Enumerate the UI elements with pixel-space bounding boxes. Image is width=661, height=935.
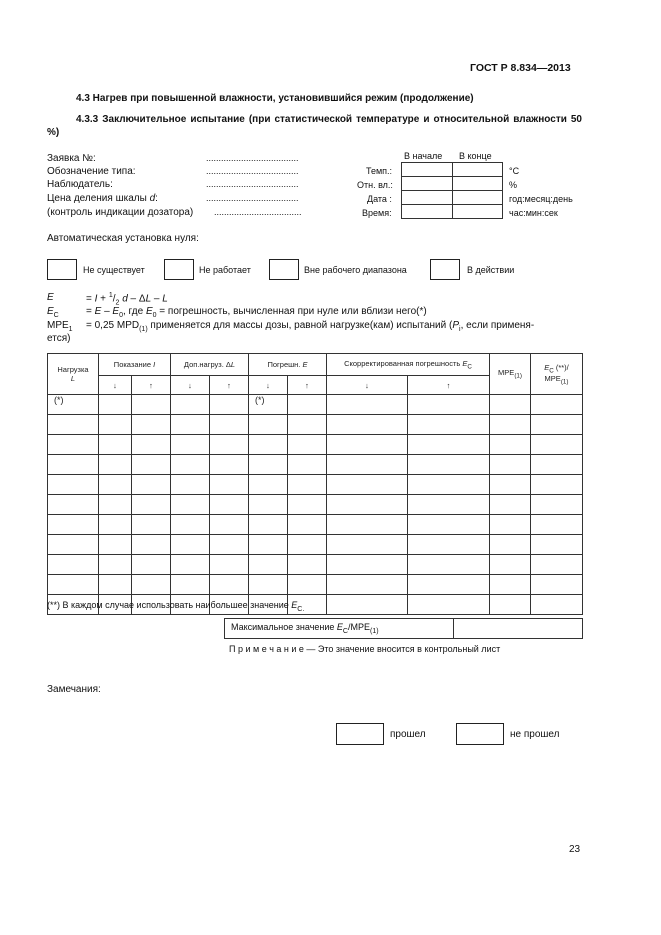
table-cell[interactable] [327, 535, 408, 555]
formula-e: = $I + ^1/_2$ d – ΔL – L [86, 292, 168, 307]
table-cell[interactable] [99, 575, 132, 595]
table-cell[interactable] [288, 535, 327, 555]
subsection-title: 4.3.3 Заключительное испытание (при статистической температуре и относительной влажности 50 %) [47, 114, 582, 138]
field-dots-application[interactable]: ..................................... [206, 153, 299, 163]
table-cell[interactable] [490, 415, 531, 435]
checkbox-not-working[interactable] [164, 259, 194, 280]
option-in-action: В действии [467, 265, 515, 275]
table-cell[interactable] [327, 395, 408, 415]
arrow-cell: ↓ [249, 376, 288, 395]
table-cell[interactable] [132, 495, 171, 515]
cond-cell[interactable] [402, 177, 453, 191]
table-row [48, 555, 583, 575]
cond-unit-date: год:месяц:день [509, 194, 573, 204]
table-cell[interactable] [288, 395, 327, 415]
cond-unit-time: час:мин:сек [509, 208, 558, 218]
table-cell[interactable] [249, 435, 288, 455]
cond-unit-humidity: % [509, 180, 518, 190]
table-cell[interactable] [210, 555, 249, 575]
table-cell[interactable] [171, 535, 210, 555]
checkbox-not-exist[interactable] [47, 259, 77, 280]
cond-cell[interactable] [452, 163, 503, 177]
header-reading: Показание I [99, 354, 171, 376]
document-code: ГОСТ Р 8.834—2013 [470, 62, 571, 74]
field-dots-observer[interactable]: ..................................... [206, 179, 299, 189]
table-cell[interactable] [408, 395, 490, 415]
table-cell[interactable] [408, 415, 490, 435]
table-cell[interactable] [132, 455, 171, 475]
table-row [48, 395, 583, 415]
checkbox-in-action[interactable] [430, 259, 460, 280]
table-cell[interactable] [99, 515, 132, 535]
table-cell[interactable] [408, 515, 490, 535]
table-cell[interactable] [132, 575, 171, 595]
table-cell[interactable] [171, 455, 210, 475]
table-cell[interactable] [408, 495, 490, 515]
field-dots-scale[interactable]: ..................................... [206, 193, 299, 203]
arrow-cell: ↑ [132, 376, 171, 395]
table-cell[interactable] [531, 595, 583, 615]
table-cell[interactable] [249, 555, 288, 575]
table-cell[interactable] [249, 455, 288, 475]
field-label-observer: Наблюдатель: [47, 179, 113, 190]
arrow-cell: ↑ [288, 376, 327, 395]
table-row [48, 575, 583, 595]
table-cell[interactable] [408, 475, 490, 495]
table-row [48, 495, 583, 515]
passed-label: прошел [390, 729, 426, 740]
formula-mpe: = 0,25 $MPD_{(1)}$ применяется для массы дозы, равной нагрузке(кам) испытаний ($P_i$, если применя- [86, 320, 535, 333]
table-cell[interactable] [531, 535, 583, 555]
table-cell[interactable] [132, 415, 171, 435]
table-cell[interactable] [48, 515, 99, 535]
table-cell[interactable] [171, 515, 210, 535]
section-title: 4.3 Нагрев при повышенной влажности, установившийся режим (продолжение) [76, 93, 474, 104]
table-cell[interactable] [490, 595, 531, 615]
table-row [48, 515, 583, 535]
table-cell[interactable] [288, 495, 327, 515]
table-cell[interactable] [490, 555, 531, 575]
table-cell[interactable] [531, 515, 583, 535]
table-cell[interactable] [132, 475, 171, 495]
table-cell[interactable] [288, 455, 327, 475]
table-cell[interactable] [132, 555, 171, 575]
table-cell[interactable] [327, 435, 408, 455]
cell-load-mark[interactable]: (*) [48, 395, 99, 415]
table-row [48, 475, 583, 495]
table-cell[interactable] [171, 475, 210, 495]
cond-cell[interactable] [452, 177, 503, 191]
table-cell[interactable] [531, 455, 583, 475]
note: П р и м е ч а н и е — Это значение вносится в контрольный лист [229, 644, 501, 654]
table-cell[interactable] [132, 535, 171, 555]
arrow-cell: ↑ [408, 376, 490, 395]
table-cell[interactable] [210, 455, 249, 475]
arrow-cell: ↓ [171, 376, 210, 395]
table-row [48, 435, 583, 455]
table-cell[interactable] [48, 455, 99, 475]
table-row [48, 415, 583, 435]
cond-label-date: Дата : [367, 194, 392, 204]
cond-unit-temp: °C [509, 166, 520, 176]
table-cell[interactable] [210, 515, 249, 535]
cond-cell[interactable] [452, 205, 503, 219]
table-cell[interactable] [132, 515, 171, 535]
table-cell[interactable] [48, 475, 99, 495]
formula-e-symbol: E [47, 292, 54, 303]
table-cell[interactable] [99, 455, 132, 475]
table-cell[interactable] [531, 555, 583, 575]
table-cell[interactable] [171, 495, 210, 515]
cell-error-mark[interactable]: (*) [249, 395, 288, 415]
table-cell[interactable] [408, 575, 490, 595]
formula-mpe-cont: ется) [47, 333, 71, 344]
header-load: Нагрузка L [48, 354, 99, 395]
field-label-type: Обозначение типа: [47, 166, 136, 177]
option-not-working: Не работает [199, 265, 251, 275]
header-add-load: Доп.нагруз. ΔL [171, 354, 249, 376]
table-cell[interactable] [99, 415, 132, 435]
table-cell[interactable] [327, 575, 408, 595]
table-cell[interactable] [48, 555, 99, 575]
table-cell[interactable] [249, 515, 288, 535]
table-cell[interactable] [288, 555, 327, 575]
table-cell[interactable] [327, 495, 408, 515]
table-cell[interactable] [171, 435, 210, 455]
conditions-table [401, 162, 503, 219]
table-cell[interactable] [490, 455, 531, 475]
table-cell[interactable] [531, 575, 583, 595]
option-out-of-range: Вне рабочего диапазона [304, 265, 407, 275]
table-cell[interactable] [490, 575, 531, 595]
table-cell[interactable] [210, 495, 249, 515]
formula-mpe-symbol: $MPE_1$ [47, 320, 73, 333]
max-value-input[interactable] [454, 619, 583, 639]
field-label-scale: Цена деления шкалы d: [47, 193, 158, 204]
cond-cell[interactable] [402, 163, 453, 177]
cond-label-temp: Темп.: [366, 166, 393, 176]
cond-cell[interactable] [402, 205, 453, 219]
field-label-control: (контроль индикации дозатора) [47, 207, 194, 218]
table-cell[interactable] [490, 495, 531, 515]
checkbox-failed[interactable] [456, 723, 504, 745]
table-cell[interactable] [408, 455, 490, 475]
table-cell[interactable] [99, 495, 132, 515]
field-dots-control[interactable]: ................................... [214, 207, 302, 217]
table-cell[interactable] [288, 475, 327, 495]
table-cell[interactable] [99, 435, 132, 455]
table-cell[interactable] [249, 415, 288, 435]
table-cell[interactable] [531, 415, 583, 435]
table-cell[interactable] [490, 395, 531, 415]
table-cell[interactable] [210, 475, 249, 495]
table-cell[interactable] [531, 495, 583, 515]
header-mpe: $MPE_{(1)}$ [490, 354, 531, 395]
table-cell[interactable] [288, 575, 327, 595]
table-cell[interactable] [99, 535, 132, 555]
table-body [48, 395, 583, 615]
option-not-exist: Не существует [83, 265, 145, 275]
table-cell[interactable] [408, 435, 490, 455]
header-ratio: $E_C$ (**)/ $MPE_{(1)}$ [531, 354, 583, 395]
table-cell[interactable] [327, 415, 408, 435]
table-cell[interactable] [490, 515, 531, 535]
table-cell[interactable] [99, 395, 132, 415]
table-cell[interactable] [531, 475, 583, 495]
conditions-start-header: В начале [404, 151, 443, 161]
table-cell[interactable] [210, 435, 249, 455]
table-cell[interactable] [327, 455, 408, 475]
table-cell[interactable] [132, 395, 171, 415]
arrow-cell: ↓ [99, 376, 132, 395]
table-cell[interactable] [249, 495, 288, 515]
table-cell[interactable] [327, 515, 408, 535]
conditions-end-header: В конце [459, 151, 492, 161]
formula-ec: = E – $E_0$, где $E_0$ = погрешность, вычисленная при нуле или вблизи него(*) [86, 306, 427, 319]
table-cell[interactable] [48, 535, 99, 555]
table-cell[interactable] [327, 475, 408, 495]
max-value-label: Максимальное значение $E_C/MPE_{(1)}$ [225, 619, 454, 639]
failed-label: не прошел [510, 729, 560, 740]
arrow-cell: ↓ [327, 376, 408, 395]
cond-cell[interactable] [452, 191, 503, 205]
remarks-label: Замечания: [47, 684, 101, 695]
cond-label-time: Время: [362, 208, 392, 218]
table-cell[interactable] [408, 595, 490, 615]
table-cell[interactable] [48, 495, 99, 515]
table-cell[interactable] [99, 555, 132, 575]
table-cell[interactable] [171, 415, 210, 435]
cond-label-humidity: Отн. вл.: [357, 180, 393, 190]
table-cell[interactable] [48, 415, 99, 435]
table-cell[interactable] [171, 395, 210, 415]
header-error: Погрешн. E [249, 354, 327, 376]
field-label-application: Заявка №: [47, 153, 96, 164]
table-cell[interactable] [490, 535, 531, 555]
table-cell[interactable] [490, 435, 531, 455]
header-corrected: Скорректированная погрешность $E_C$ [327, 354, 490, 376]
cond-cell[interactable] [402, 191, 453, 205]
table-row [48, 535, 583, 555]
table-cell[interactable] [171, 555, 210, 575]
results-table [47, 353, 583, 615]
formula-ec-symbol: $E_C$ [47, 306, 59, 319]
table-cell[interactable] [249, 475, 288, 495]
table-cell[interactable] [288, 415, 327, 435]
table-cell[interactable] [210, 575, 249, 595]
checkbox-passed[interactable] [336, 723, 384, 745]
table-cell[interactable] [48, 435, 99, 455]
table-cell[interactable] [327, 555, 408, 575]
table-cell[interactable] [490, 475, 531, 495]
table-cell[interactable] [171, 575, 210, 595]
table-cell[interactable] [132, 435, 171, 455]
checkbox-out-of-range[interactable] [269, 259, 299, 280]
table-cell[interactable] [48, 575, 99, 595]
max-value-table [224, 618, 583, 639]
field-dots-type[interactable]: ..................................... [206, 166, 299, 176]
table-row [48, 455, 583, 475]
table-cell[interactable] [531, 435, 583, 455]
table-cell[interactable] [408, 555, 490, 575]
footnote: (**) В каждом случае использовать наибольшее значение $E_{C.}$ [47, 600, 305, 613]
table-cell[interactable] [249, 575, 288, 595]
zero-setting-title: Автоматическая установка нуля: [47, 233, 199, 244]
arrow-cell: ↑ [210, 376, 249, 395]
table-cell[interactable] [288, 515, 327, 535]
table-cell[interactable] [210, 395, 249, 415]
table-cell[interactable] [210, 535, 249, 555]
table-cell[interactable] [408, 535, 490, 555]
table-cell[interactable] [249, 535, 288, 555]
table-cell[interactable] [531, 395, 583, 415]
page-number: 23 [569, 844, 581, 855]
table-cell[interactable] [327, 595, 408, 615]
table-cell[interactable] [288, 435, 327, 455]
table-cell[interactable] [210, 415, 249, 435]
table-cell[interactable] [99, 475, 132, 495]
